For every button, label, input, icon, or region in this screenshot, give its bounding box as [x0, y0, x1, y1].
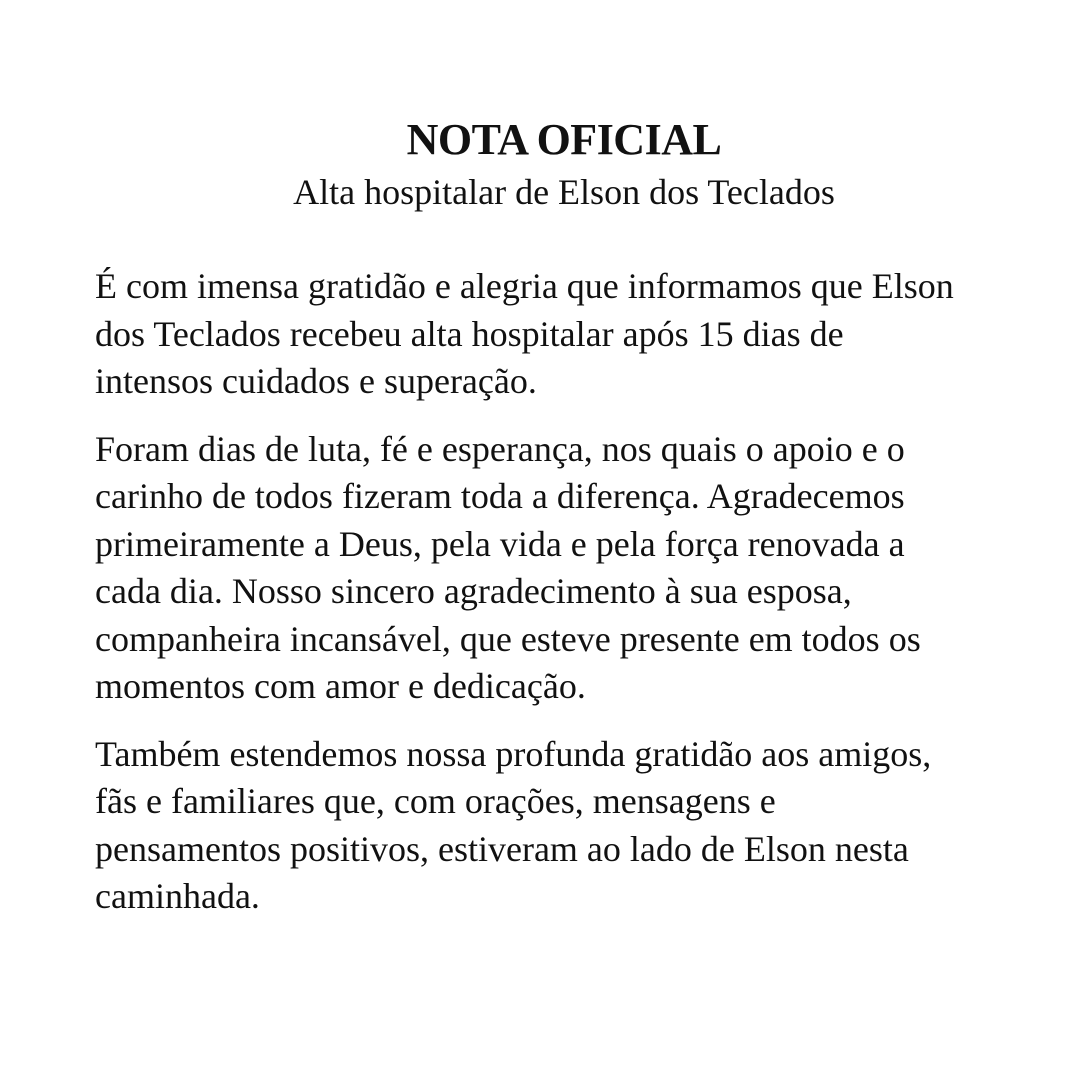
paragraph-line: momentos com amor e dedicação. [95, 666, 586, 706]
paragraph-line: cada dia. Nosso sincero agradecimento à sua esposa, [95, 571, 852, 611]
paragraph-line: companheira incansável, que esteve presente em todos os [95, 618, 921, 659]
paragraph-line: É com imensa gratidão e alegria que informamos que Elson [95, 266, 954, 306]
paragraph-acknowledgements [95, 426, 1055, 711]
note-body [95, 263, 1055, 941]
paragraph-line: dos Teclados recebeu alta hospitalar após 15 dias de [95, 313, 844, 354]
paragraph-line: intensos cuidados e superação. [95, 361, 537, 401]
paragraph-discharge-announcement [95, 263, 1055, 406]
note-title: NOTA OFICIAL [406, 115, 722, 164]
note-subtitle: Alta hospitalar de Elson dos Teclados [293, 172, 835, 212]
paragraph-line: fãs e familiares que, com orações, mensagens e [95, 781, 776, 821]
paragraph-line: pensamentos positivos, estiveram ao lado de Elson nesta [95, 828, 909, 869]
paragraph-line: carinho de todos fizeram toda a diferença. Agradecemos [95, 476, 905, 516]
paragraph-line: primeiramente a Deus, pela vida e pela força renovada a [95, 523, 905, 564]
paragraph-line: caminhada. [95, 876, 260, 916]
paragraph-gratitude-supporters [95, 731, 1055, 921]
paragraph-line: Também estendemos nossa profunda gratidão aos amigos, [95, 733, 932, 774]
paragraph-line: Foram dias de luta, fé e esperança, nos quais o apoio e o [95, 428, 905, 469]
